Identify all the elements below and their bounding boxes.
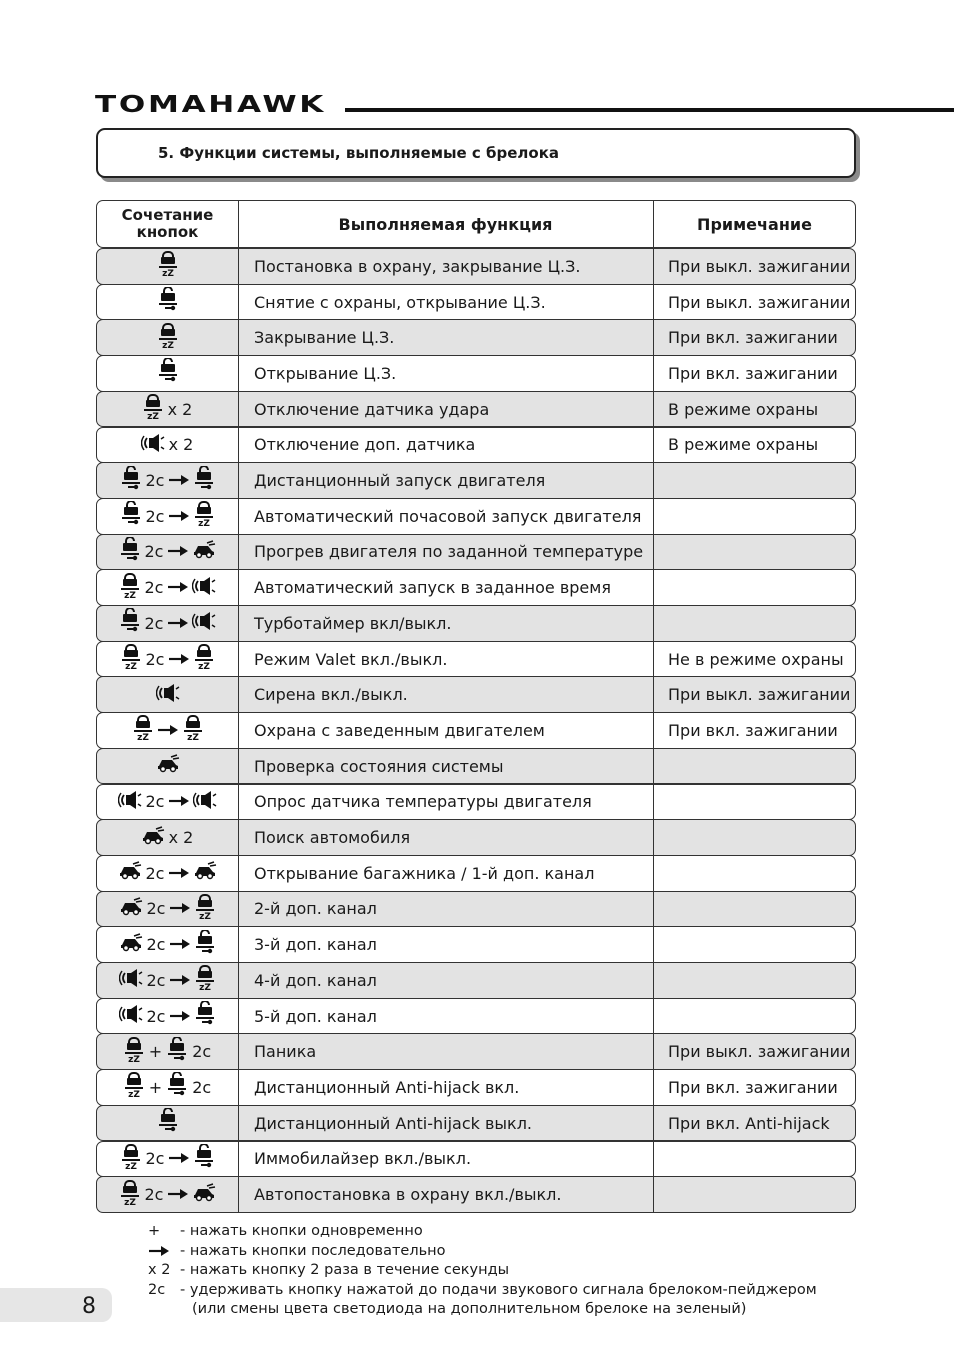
unlock-button-icon <box>119 537 141 567</box>
combo-cell <box>97 392 239 427</box>
car-button-icon <box>118 861 142 885</box>
svg-text:zZ: zZ <box>199 983 212 992</box>
car-button-icon <box>156 754 180 778</box>
arrow-button-icon <box>168 1149 190 1168</box>
function-cell: Проверка состояния системы <box>238 749 654 784</box>
table-row <box>96 712 856 749</box>
combo-cell <box>97 249 239 284</box>
function-cell: Опрос датчика температуры двигателя <box>238 785 654 820</box>
combo-modifier: + <box>148 1077 163 1097</box>
unlock-button-icon <box>120 501 142 531</box>
function-cell: Дистанционный запуск двигателя <box>238 463 654 498</box>
function-cell: Прогрев двигателя по заданной температуре <box>238 535 654 570</box>
combo-modifier: 2c <box>144 578 164 598</box>
arrow-button-icon <box>168 792 190 811</box>
car-button-icon <box>119 897 143 921</box>
lock-button-icon <box>132 715 154 745</box>
combo-modifier: x 2 <box>167 399 193 419</box>
arrow-button-icon <box>169 935 191 954</box>
svg-text:zZ: zZ <box>161 340 174 349</box>
arrow-button-icon <box>168 471 190 490</box>
combo-cell <box>97 820 239 855</box>
unlock-button-icon <box>194 930 216 960</box>
combo-modifier: x 2 <box>168 828 194 848</box>
svg-text:zZ: zZ <box>198 519 211 528</box>
note-cell <box>654 1177 855 1212</box>
function-cell: Режим Valet вкл./выкл. <box>238 642 654 677</box>
siren-button-icon <box>119 968 143 992</box>
note-cell: При вкл. зажигании <box>668 1077 838 1097</box>
function-cell: Автоматический запуск в заданное время <box>238 570 654 605</box>
arrow-button-icon <box>169 899 191 918</box>
note-cell: При вкл. зажигании <box>668 720 838 740</box>
combo-cell <box>97 749 239 784</box>
combo-modifier: 2c <box>145 649 165 669</box>
svg-text:zZ: zZ <box>127 1054 140 1063</box>
siren-button-icon <box>141 433 165 457</box>
combo-cell <box>97 463 239 498</box>
combo-cell <box>97 642 239 677</box>
arrow-button-icon <box>167 578 189 597</box>
note-cell <box>654 1142 855 1177</box>
function-cell: Иммобилайзер вкл./выкл. <box>238 1142 654 1177</box>
arrow-button-icon <box>167 614 189 633</box>
note-cell <box>654 820 855 855</box>
arrow-button-icon <box>169 1007 191 1026</box>
table-row <box>96 891 856 928</box>
legend-text: - нажать кнопки одновременно <box>180 1223 423 1239</box>
note-cell <box>654 606 855 641</box>
svg-text:zZ: zZ <box>136 733 149 742</box>
table-row <box>96 319 856 356</box>
table-row <box>96 676 856 713</box>
unlock-button-icon <box>166 1072 188 1102</box>
unlock-button-icon <box>193 1144 215 1174</box>
note-cell: При выкл. зажигании <box>668 685 851 705</box>
lock-button-icon <box>142 394 164 424</box>
combo-cell <box>97 1142 239 1177</box>
legend <box>148 1222 817 1320</box>
combo-modifier: 2c <box>145 506 165 526</box>
combo-modifier: 2c <box>144 1185 164 1205</box>
function-cell: Турботаймер вкл/выкл. <box>238 606 654 641</box>
note-cell: При вкл. Anti-hijack <box>668 1113 830 1133</box>
note-cell: При выкл. зажигании <box>668 256 851 276</box>
table-row <box>96 998 856 1035</box>
combo-cell <box>97 499 239 534</box>
combo-modifier: 2c <box>192 1042 212 1062</box>
combo-cell <box>97 677 239 712</box>
unlock-button-icon <box>157 1108 179 1138</box>
svg-text:zZ: zZ <box>198 662 211 671</box>
table-row <box>96 534 856 571</box>
note-cell: В режиме охраны <box>668 435 819 455</box>
combo-cell <box>97 606 239 641</box>
table-row <box>96 962 856 999</box>
table-row <box>96 641 856 678</box>
lock-button-icon <box>119 1180 141 1210</box>
section-heading-box <box>96 128 856 178</box>
combo-cell <box>97 1070 239 1105</box>
combo-modifier: 2c <box>146 899 166 919</box>
svg-text:zZ: zZ <box>124 1161 137 1170</box>
table-row <box>96 1069 856 1106</box>
combo-cell <box>97 320 239 355</box>
header-function: Выполняемая функция <box>238 201 654 247</box>
combo-cell <box>97 785 239 820</box>
unlock-button-icon <box>193 466 215 496</box>
function-cell: Автопостановка в охрану вкл./выкл. <box>238 1177 654 1212</box>
unlock-button-icon <box>119 608 141 638</box>
arrow-button-icon <box>169 971 191 990</box>
combo-cell <box>97 428 239 463</box>
section-title: 5. Функции системы, выполняемые с брелока <box>158 144 560 162</box>
table-row <box>96 855 856 892</box>
table-row <box>96 605 856 642</box>
function-cell: Закрывание Ц.З. <box>238 320 654 355</box>
combo-cell <box>97 1106 239 1141</box>
page-number: 8 <box>82 1294 96 1319</box>
function-cell: Отключение датчика удара <box>238 392 654 427</box>
note-cell <box>654 892 855 927</box>
function-cell: Открывание Ц.З. <box>238 356 654 391</box>
note-cell <box>654 999 855 1034</box>
combo-cell <box>97 1177 239 1212</box>
function-cell: 2-й доп. канал <box>238 892 654 927</box>
lock-button-icon <box>194 894 216 924</box>
lock-button-icon <box>194 965 216 995</box>
lock-button-icon <box>157 323 179 353</box>
combo-modifier: x 2 <box>168 435 194 455</box>
siren-button-icon <box>119 1004 143 1028</box>
function-cell: Постановка в охрану, закрывание Ц.З. <box>238 249 654 284</box>
table-row <box>96 248 856 285</box>
table-row <box>96 1105 856 1142</box>
unlock-button-icon <box>194 1001 216 1031</box>
arrow-button-icon <box>168 864 190 883</box>
arrow-icon <box>148 1242 180 1262</box>
unlock-button-icon <box>166 1037 188 1067</box>
note-cell <box>654 463 855 498</box>
function-cell: Открывание багажника / 1-й доп. канал <box>238 856 654 891</box>
note-cell <box>654 499 855 534</box>
svg-text:zZ: zZ <box>124 662 137 671</box>
legend-item <box>148 1261 817 1281</box>
combo-cell <box>97 856 239 891</box>
combo-modifier: 2c <box>145 471 165 491</box>
arrow-button-icon <box>157 721 179 740</box>
note-cell <box>654 785 855 820</box>
legend-text: - удерживать кнопку нажатой до подачи звукового сигнала брелоком-пейджером <box>180 1281 817 1298</box>
car-button-icon <box>193 861 217 885</box>
function-cell: Охрана с заведенным двигателем <box>238 713 654 748</box>
note-cell <box>654 927 855 962</box>
note-cell <box>654 749 855 784</box>
car-button-icon <box>119 933 143 957</box>
table-row <box>96 569 856 606</box>
lock-button-icon <box>193 644 215 674</box>
table-row <box>96 784 856 821</box>
table-row <box>96 284 856 321</box>
note-cell: Не в режиме охраны <box>668 649 844 669</box>
table-row <box>96 926 856 963</box>
combo-modifier: 2c <box>145 863 165 883</box>
combo-modifier: 2c <box>144 613 164 633</box>
function-cell: Сирена вкл./выкл. <box>238 677 654 712</box>
siren-button-icon <box>156 683 180 707</box>
table-header-row <box>96 200 856 248</box>
svg-text:zZ: zZ <box>161 269 174 278</box>
table-row <box>96 427 856 464</box>
note-cell: При вкл. зажигании <box>668 363 838 383</box>
note-cell <box>654 856 855 891</box>
combo-cell <box>97 285 239 320</box>
combo-cell <box>97 535 239 570</box>
svg-text:zZ: zZ <box>127 1090 140 1099</box>
function-cell: Снятие с охраны, открывание Ц.З. <box>238 285 654 320</box>
table-row <box>96 748 856 785</box>
combo-cell <box>97 927 239 962</box>
lock-button-icon <box>123 1037 145 1067</box>
function-cell: Дистанционный Anti-hijack вкл. <box>238 1070 654 1105</box>
combo-modifier: + <box>148 1042 163 1062</box>
header-rule <box>345 108 954 112</box>
svg-text:zZ: zZ <box>186 733 199 742</box>
header-note: Примечание <box>697 214 812 234</box>
lock-button-icon <box>182 715 204 745</box>
legend-item <box>148 1242 817 1262</box>
combo-modifier: 2c <box>145 792 165 812</box>
legend-text: - нажать кнопки последовательно <box>180 1242 446 1259</box>
lock-button-icon <box>120 1144 142 1174</box>
function-cell: Отключение доп. датчика <box>238 428 654 463</box>
svg-text:zZ: zZ <box>123 590 136 599</box>
table-row <box>96 1033 856 1070</box>
unlock-button-icon <box>157 287 179 317</box>
table-row <box>96 462 856 499</box>
legend-symbol: 2c <box>148 1281 166 1298</box>
combo-modifier: 2c <box>145 1149 165 1169</box>
table-row <box>96 1176 856 1213</box>
note-cell <box>654 963 855 998</box>
combo-cell <box>97 713 239 748</box>
svg-text:zZ: zZ <box>199 911 212 920</box>
combo-cell <box>97 570 239 605</box>
unlock-button-icon <box>120 466 142 496</box>
note-cell <box>654 535 855 570</box>
lock-button-icon <box>193 501 215 531</box>
car-button-icon <box>192 1183 216 1207</box>
function-cell: Дистанционный Anti-hijack выкл. <box>238 1106 654 1141</box>
note-cell: При вкл. зажигании <box>668 328 838 348</box>
legend-item <box>148 1222 817 1242</box>
brand-logo: TOMAHAWK <box>95 92 327 118</box>
function-cell: Паника <box>238 1034 654 1069</box>
function-cell: 4-й доп. канал <box>238 963 654 998</box>
arrow-button-icon <box>168 507 190 526</box>
function-cell: 3-й доп. канал <box>238 927 654 962</box>
combo-cell <box>97 892 239 927</box>
combo-modifier: 2c <box>146 935 166 955</box>
function-cell: Автоматический почасовой запуск двигателя <box>238 499 654 534</box>
note-cell: При выкл. зажигании <box>668 1042 851 1062</box>
legend-continuation: (или смены цвета светодиода на дополнительном брелоке на зеленый) <box>192 1301 747 1317</box>
table-row <box>96 498 856 535</box>
siren-button-icon <box>192 611 216 635</box>
table-row <box>96 1141 856 1178</box>
function-cell: Поиск автомобиля <box>238 820 654 855</box>
note-cell: В режиме охраны <box>668 399 819 419</box>
arrow-button-icon <box>167 542 189 561</box>
svg-text:zZ: zZ <box>123 1197 136 1206</box>
function-cell: 5-й доп. канал <box>238 999 654 1034</box>
combo-modifier: 2c <box>144 542 164 562</box>
svg-text:zZ: zZ <box>146 412 159 421</box>
car-button-icon <box>141 826 165 850</box>
combo-cell <box>97 963 239 998</box>
unlock-button-icon <box>157 358 179 388</box>
table-row <box>96 819 856 856</box>
legend-symbol: x 2 <box>148 1262 171 1278</box>
lock-button-icon <box>123 1072 145 1102</box>
note-cell: При выкл. зажигании <box>668 292 851 312</box>
combo-cell <box>97 1034 239 1069</box>
siren-button-icon <box>192 576 216 600</box>
combo-cell <box>97 999 239 1034</box>
legend-text: - нажать кнопку 2 раза в течение секунды <box>180 1262 510 1278</box>
legend-item <box>148 1281 817 1301</box>
arrow-button-icon <box>167 1185 189 1204</box>
combo-cell <box>97 356 239 391</box>
header-combo: Сочетание кнопок <box>97 201 239 247</box>
arrow-button-icon <box>168 650 190 669</box>
siren-button-icon <box>118 790 142 814</box>
page-number-tab <box>0 1288 112 1322</box>
table-row <box>96 391 856 428</box>
table-row <box>96 355 856 392</box>
legend-symbol: + <box>148 1223 161 1239</box>
lock-button-icon <box>119 573 141 603</box>
lock-button-icon <box>120 644 142 674</box>
combo-modifier: 2c <box>146 1006 166 1026</box>
car-button-icon <box>192 540 216 564</box>
note-cell <box>654 570 855 605</box>
siren-button-icon <box>193 790 217 814</box>
combo-modifier: 2c <box>146 970 166 990</box>
lock-button-icon <box>157 251 179 281</box>
combo-modifier: 2c <box>192 1077 212 1097</box>
